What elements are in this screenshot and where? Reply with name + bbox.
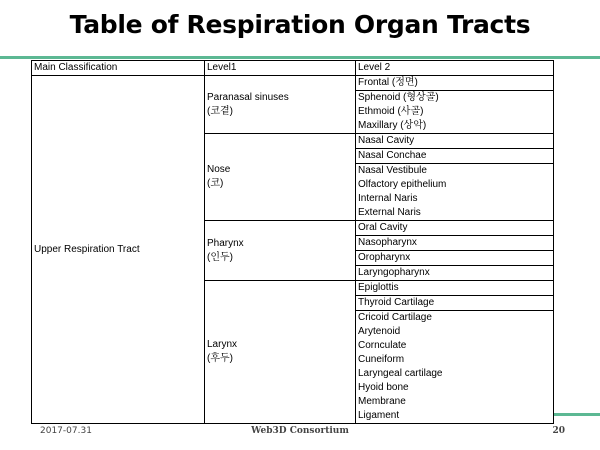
table-row xyxy=(32,76,554,91)
level1-line: (후두) xyxy=(207,353,233,364)
level2-item: Cuneiform xyxy=(358,354,405,365)
level2-item: Hyoid bone xyxy=(358,382,409,393)
level2-item: Oral Cavity xyxy=(358,222,408,233)
level2-item: Ethmoid (사골) xyxy=(358,106,424,117)
header-level2: Level 2 xyxy=(356,61,554,76)
level2-cell xyxy=(356,296,554,311)
level2-cell xyxy=(356,164,554,221)
level2-cell xyxy=(356,236,554,251)
level1-cell xyxy=(205,221,356,281)
level1-line: (코곁) xyxy=(207,105,233,117)
level2-item: Ligament xyxy=(358,410,400,421)
level1-line: (코) xyxy=(207,178,224,189)
level1-line: Pharynx xyxy=(207,237,244,249)
level2-item: Sphenoid (형상골) xyxy=(358,92,439,103)
title-divider xyxy=(0,56,600,59)
level2-item: Epiglottis xyxy=(358,282,399,293)
level2-item: Thyroid Cartilage xyxy=(358,297,435,308)
header-level1: Level1 xyxy=(205,61,356,76)
level1-line: (인두) xyxy=(207,251,233,263)
level2-item: Nasal Vestibule xyxy=(358,165,427,176)
level1-cell xyxy=(205,76,356,134)
level2-item: Laryngeal cartilage xyxy=(358,368,443,379)
footer-accent-line xyxy=(553,413,600,416)
main-classification-cell: Upper Respiration Tract xyxy=(32,76,205,424)
level2-item: Membrane xyxy=(358,396,406,407)
level2-cell xyxy=(356,76,554,91)
level1-line: Larynx xyxy=(207,339,238,350)
footer-organization: Web3D Consortium xyxy=(251,426,349,436)
level2-item: Oropharynx xyxy=(358,252,411,263)
level2-cell xyxy=(356,149,554,164)
level2-item: Nasopharynx xyxy=(358,237,417,248)
footer-date: 2017-07.31 xyxy=(40,426,92,436)
level2-cell xyxy=(356,91,554,134)
level2-cell xyxy=(356,281,554,296)
level2-item: External Naris xyxy=(358,207,421,218)
level1-cell xyxy=(205,134,356,221)
level2-item: Arytenoid xyxy=(358,326,401,337)
level2-cell xyxy=(356,266,554,281)
level2-item: Frontal (정면) xyxy=(358,77,418,88)
level2-item: Cornculate xyxy=(358,340,407,351)
level2-cell xyxy=(356,221,554,236)
level2-cell xyxy=(356,251,554,266)
level2-cell xyxy=(356,134,554,149)
level1-cell xyxy=(205,281,356,424)
page-number: 20 xyxy=(552,426,565,436)
level2-item: Nasal Cavity xyxy=(358,135,415,146)
level2-cell xyxy=(356,311,554,424)
level2-item: Laryngopharynx xyxy=(358,267,430,278)
respiration-table xyxy=(31,60,554,424)
page-title: Table of Respiration Organ Tracts xyxy=(69,10,531,39)
header-main-classification: Main Classification xyxy=(32,61,205,76)
level2-item: Cricoid Cartilage xyxy=(358,312,432,323)
level2-item: Olfactory epithelium xyxy=(358,179,447,190)
level2-item: Internal Naris xyxy=(358,193,418,204)
table-header-row xyxy=(32,61,554,76)
level1-line: Nose xyxy=(207,164,231,175)
level1-line: Paranasal sinuses xyxy=(207,91,289,103)
level2-item: Nasal Conchae xyxy=(358,150,427,161)
level2-item: Maxillary (상악) xyxy=(358,120,427,131)
